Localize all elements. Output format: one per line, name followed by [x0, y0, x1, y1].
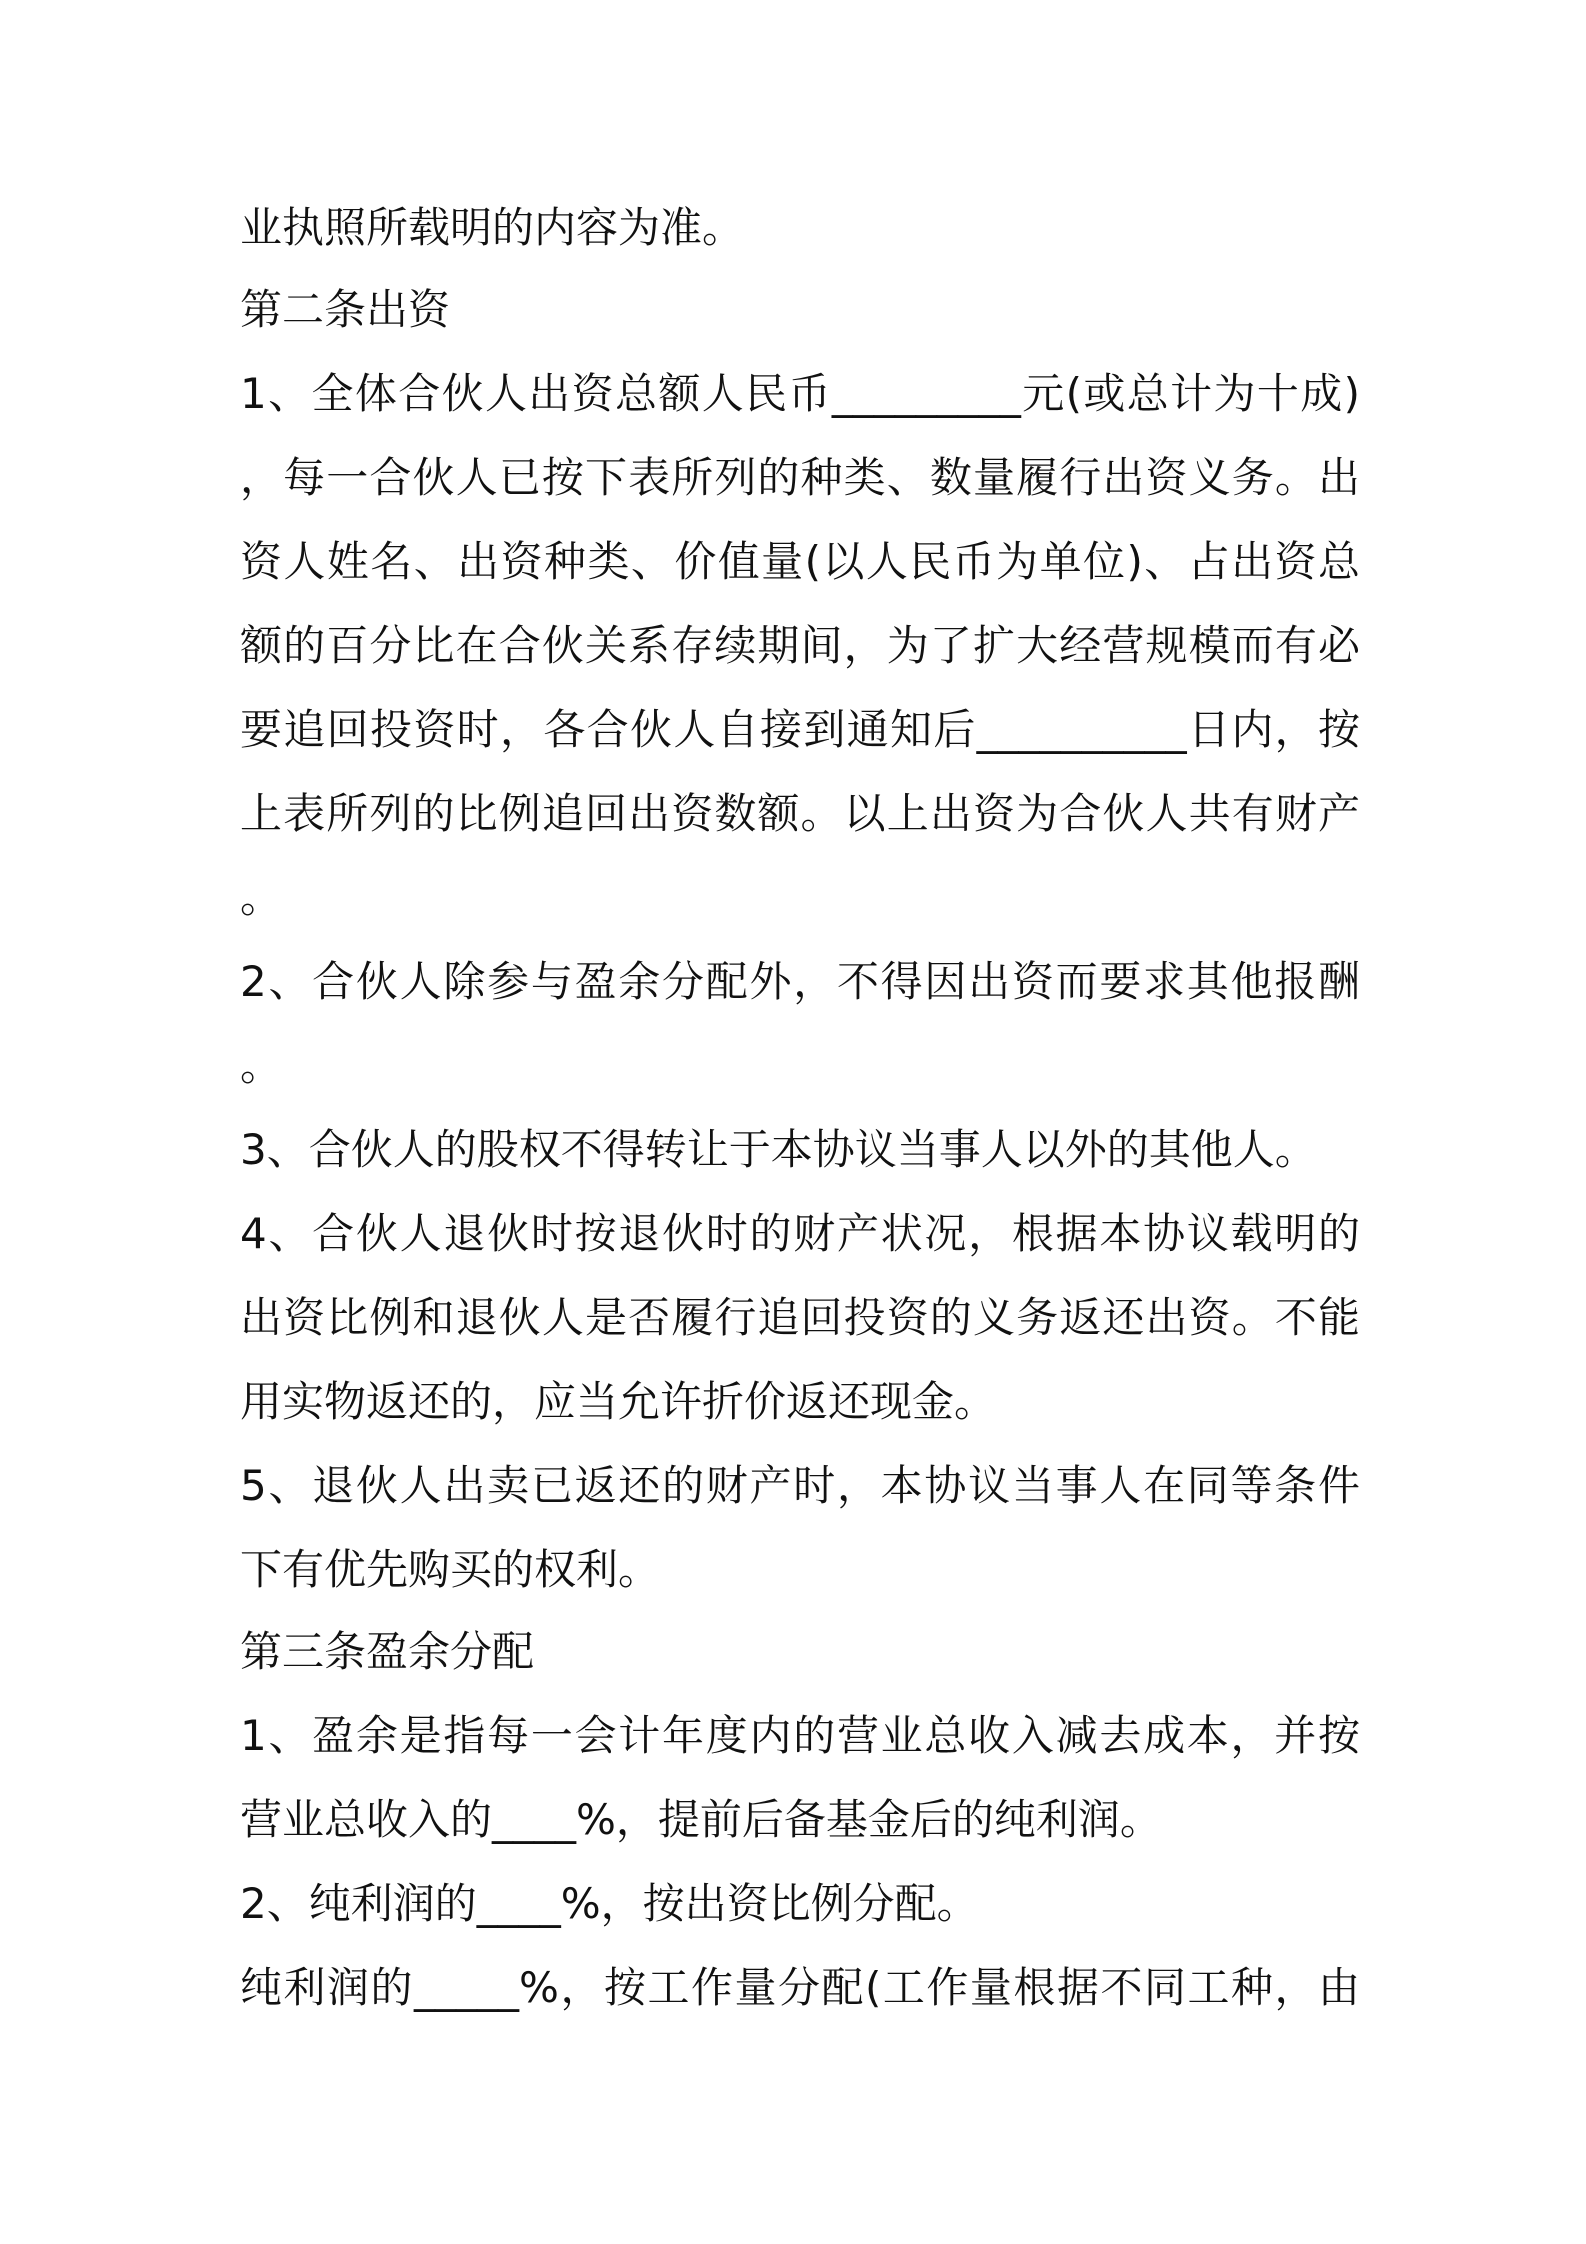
text-line: 营业总收入的____%，提前后备基金后的纯利润。	[240, 1795, 1162, 1844]
text-line: 下有优先购买的权利。	[240, 1545, 661, 1594]
text-line: 3、合伙人的股权不得转让于本协议当事人以外的其他人。	[240, 1125, 1317, 1174]
text-line: 5、退伙人出卖已返还的财产时，本协议当事人在同等条件	[240, 1461, 1360, 1510]
text-line: 2、纯利润的____%，按出资比例分配。	[240, 1879, 979, 1928]
text-line: 业执照所载明的内容为准。	[240, 203, 745, 252]
text-line: ，每一合伙人已按下表所列的种类、数量履行出资义务。出	[240, 453, 1360, 502]
text-line: 上表所列的比例追回出资数额。以上出资为合伙人共有财产	[240, 789, 1360, 838]
text-line: 。	[240, 1041, 283, 1090]
text-line: 1、全体合伙人出资总额人民币_________元(或总计为十成)	[240, 369, 1360, 418]
text-line: 出资比例和退伙人是否履行追回投资的义务返还出资。不能	[240, 1293, 1360, 1342]
text-line: 用实物返还的，应当允许折价返还现金。	[240, 1377, 997, 1426]
text-line: 额的百分比在合伙关系存续期间，为了扩大经营规模而有必	[240, 621, 1360, 670]
text-line: 。	[240, 873, 283, 922]
text-line: 2、合伙人除参与盈余分配外，不得因出资而要求其他报酬	[240, 957, 1360, 1006]
article-heading: 第二条出资	[240, 285, 451, 334]
article-heading: 第三条盈余分配	[240, 1627, 535, 1676]
text-line: 1、盈余是指每一会计年度内的营业总收入减去成本，并按	[240, 1711, 1360, 1760]
text-line: 纯利润的_____%，按工作量分配(工作量根据不同工种，由	[240, 1963, 1360, 2012]
text-line: 资人姓名、出资种类、价值量(以人民币为单位)、占出资总	[240, 537, 1360, 586]
text-line: 要追回投资时，各合伙人自接到通知后__________日内，按	[240, 705, 1360, 754]
text-line: 4、合伙人退伙时按退伙时的财产状况，根据本协议载明的	[240, 1209, 1360, 1258]
